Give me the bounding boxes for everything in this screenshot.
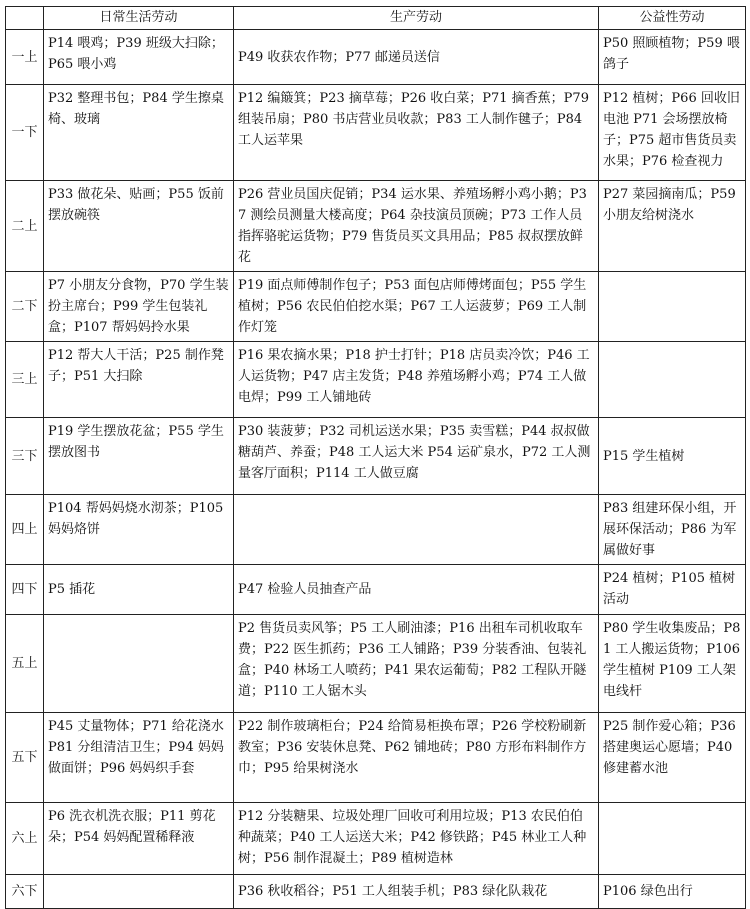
daily-cell: P7 小朋友分食物，P70 学生装扮主席台；P99 学生包装礼盒；P107 帮妈妈拎水果 bbox=[44, 272, 234, 342]
table-row bbox=[6, 713, 746, 803]
production-cell: P26 营业员国庆促销；P34 运水果、养殖场孵小鸡小鹅；P37 测绘员测量大楼高度；P64 杂技演员顶碗；P73 工作人员指挥骆驼运货物；P79 售货员买文具用品；P85 叔叔摆放鲜花 bbox=[234, 181, 599, 272]
public-cell bbox=[599, 272, 746, 342]
table-row bbox=[6, 30, 746, 85]
public-cell bbox=[599, 342, 746, 418]
production-cell: P19 面点师傅制作包子；P53 面包店师傅烤面包；P55 学生植树；P56 农民伯伯挖水渠；P67 工人运菠萝；P69 工人制作灯笼 bbox=[234, 272, 599, 342]
grade-cell: 四上 bbox=[6, 495, 44, 565]
production-cell: P36 秋收稻谷；P51 工人组装手机；P83 绿化队栽花 bbox=[234, 875, 599, 909]
grade-cell: 五下 bbox=[6, 713, 44, 803]
grade-cell: 六下 bbox=[6, 875, 44, 909]
table-row bbox=[6, 181, 746, 272]
grade-cell: 三上 bbox=[6, 342, 44, 418]
daily-cell: P5 插花 bbox=[44, 565, 234, 615]
daily-cell bbox=[44, 615, 234, 713]
grade-cell: 一下 bbox=[6, 85, 44, 181]
table-row bbox=[6, 565, 746, 615]
production-cell: P47 检验人员抽查产品 bbox=[234, 565, 599, 615]
public-cell: P50 照顾植物；P59 喂鸽子 bbox=[599, 30, 746, 85]
production-cell: P16 果农摘水果；P18 护士打针；P18 店员卖冷饮；P46 工人运货物；P47 店主发货；P48 养殖场孵小鸡；P74 工人做电焊；P99 工人铺地砖 bbox=[234, 342, 599, 418]
header-row bbox=[6, 7, 746, 30]
table-row bbox=[6, 875, 746, 909]
table-row bbox=[6, 272, 746, 342]
header-daily-labor: 日常生活劳动 bbox=[44, 7, 234, 30]
daily-cell: P45 丈量物体；P71 给花浇水 P81 分组清洁卫生；P94 妈妈做面饼；P96 妈妈织手套 bbox=[44, 713, 234, 803]
public-cell bbox=[599, 803, 746, 875]
daily-cell: P6 洗衣机洗衣服；P11 剪花朵；P54 妈妈配置稀释液 bbox=[44, 803, 234, 875]
table-row bbox=[6, 418, 746, 495]
daily-cell: P12 帮大人干活；P25 制作凳子；P51 大扫除 bbox=[44, 342, 234, 418]
table-row bbox=[6, 803, 746, 875]
production-cell: P22 制作玻璃柜台；P24 给简易柜换布罩；P26 学校粉刷新教室；P36 安装休息凳、P62 铺地砖；P80 方形布料制作方巾；P95 给果树浇水 bbox=[234, 713, 599, 803]
daily-cell bbox=[44, 875, 234, 909]
public-cell: P106 绿色出行 bbox=[599, 875, 746, 909]
public-cell: P27 菜园摘南瓜；P59 小朋友给树浇水 bbox=[599, 181, 746, 272]
labor-table bbox=[5, 6, 746, 909]
public-cell: P15 学生植树 bbox=[599, 418, 746, 495]
daily-cell: P104 帮妈妈烧水沏茶；P105 妈妈烙饼 bbox=[44, 495, 234, 565]
grade-cell: 六上 bbox=[6, 803, 44, 875]
grade-cell: 三下 bbox=[6, 418, 44, 495]
public-cell: P83 组建环保小组，开展环保活动；P86 为军属做好事 bbox=[599, 495, 746, 565]
production-cell: P12 编簸箕；P23 摘草莓；P26 收白菜；P71 摘香蕉；P79 组装吊扇；P80 书店营业员收款；P83 工人制作毽子；P84 工人运苹果 bbox=[234, 85, 599, 181]
grade-cell: 二下 bbox=[6, 272, 44, 342]
daily-cell: P14 喂鸡；P39 班级大扫除；P65 喂小鸡 bbox=[44, 30, 234, 85]
production-cell: P2 售货员卖风筝；P5 工人刷油漆；P16 出租车司机收取车费；P22 医生抓药；P36 工人铺路；P39 分装香油、包装礼盒；P40 林场工人喷药；P41 果农运葡萄；P82 工程队开隧道；P110 工人锯木头 bbox=[234, 615, 599, 713]
table-row bbox=[6, 615, 746, 713]
daily-cell: P33 做花朵、贴画；P55 饭前摆放碗筷 bbox=[44, 181, 234, 272]
public-cell: P25 制作爱心箱；P36 搭建奥运心愿墙；P40 修建蓄水池 bbox=[599, 713, 746, 803]
daily-cell: P32 整理书包；P84 学生擦桌椅、玻璃 bbox=[44, 85, 234, 181]
production-cell bbox=[234, 495, 599, 565]
header-production-labor: 生产劳动 bbox=[234, 7, 599, 30]
grade-cell: 四下 bbox=[6, 565, 44, 615]
table-row bbox=[6, 342, 746, 418]
table-row bbox=[6, 495, 746, 565]
grade-cell: 二上 bbox=[6, 181, 44, 272]
grade-cell: 一上 bbox=[6, 30, 44, 85]
public-cell: P24 植树；P105 植树活动 bbox=[599, 565, 746, 615]
production-cell: P12 分装糖果、垃圾处理厂回收可利用垃圾；P13 农民伯伯种蔬菜；P40 工人运送大米；P42 修铁路；P45 林业工人种树；P56 制作混凝土；P89 植树造林 bbox=[234, 803, 599, 875]
table-row bbox=[6, 85, 746, 181]
grade-cell: 五上 bbox=[6, 615, 44, 713]
daily-cell: P19 学生摆放花盆；P55 学生摆放图书 bbox=[44, 418, 234, 495]
production-cell: P30 装菠萝；P32 司机运送水果；P35 卖雪糕；P44 叔叔做糖葫芦、养蚕；P48 工人运大米 P54 运矿泉水，P72 工人测量客厅面积；P114 工人做豆腐 bbox=[234, 418, 599, 495]
public-cell: P80 学生收集废品；P81 工人搬运货物；P106 学生植树 P109 工人架电线杆 bbox=[599, 615, 746, 713]
header-public-labor: 公益性劳动 bbox=[599, 7, 746, 30]
header-grade bbox=[6, 7, 44, 30]
public-cell: P12 植树；P66 回收旧电池 P71 会场摆放椅子；P75 超市售货员卖水果；P76 检查视力 bbox=[599, 85, 746, 181]
production-cell: P49 收获农作物；P77 邮递员送信 bbox=[234, 30, 599, 85]
